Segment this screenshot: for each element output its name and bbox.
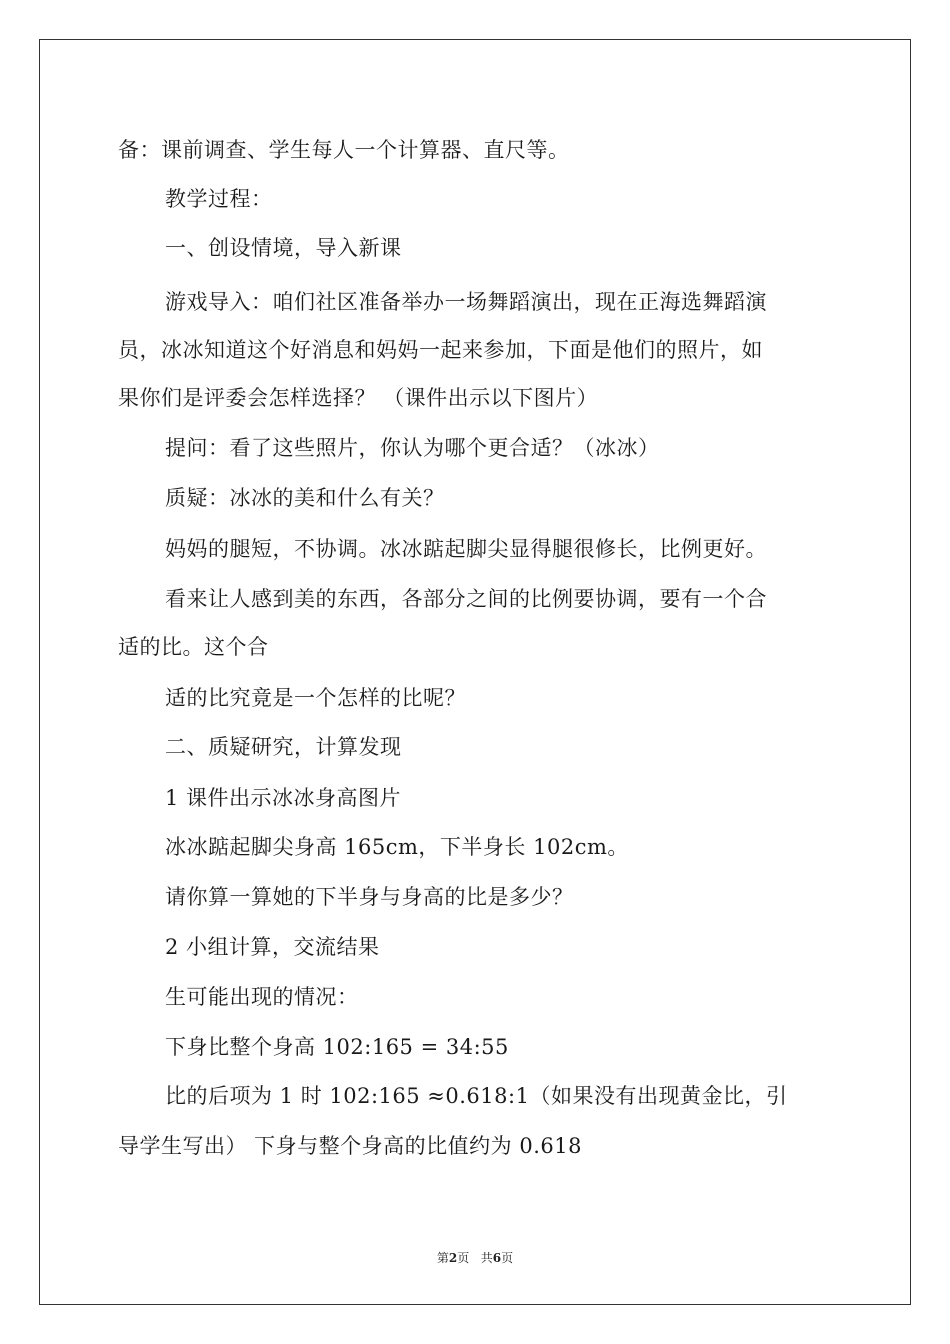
text-line: 提问：看了这些照片，你认为哪个更合适？（冰冰） bbox=[165, 436, 660, 460]
text-line: 二、质疑研究，计算发现 bbox=[165, 735, 402, 759]
page-footer bbox=[0, 1250, 950, 1266]
text-line: 游戏导入：咱们社区准备举办一场舞蹈演出，现在正海选舞蹈演 bbox=[165, 290, 767, 314]
text-line: 下身比整个身高 102:165 = 34:55 bbox=[165, 1035, 509, 1059]
footer-prefix: 第 bbox=[436, 1251, 449, 1265]
text-line: 冰冰踮起脚尖身高 165cm，下半身长 102cm。 bbox=[165, 835, 629, 859]
footer-total-pages: 6 bbox=[492, 1251, 502, 1265]
text-line: 教学过程： bbox=[165, 187, 273, 211]
text-line: 适的比究竟是一个怎样的比呢？ bbox=[165, 686, 466, 710]
text-line: 生可能出现的情况： bbox=[165, 985, 359, 1009]
text-line: 比的后项为 1 时 102:165 ≈0.618:1（如果没有出现黄金比，引 bbox=[165, 1084, 788, 1108]
text-line: 看来让人感到美的东西，各部分之间的比例要协调，要有一个合 bbox=[165, 587, 767, 611]
footer-page-number: 2 bbox=[448, 1251, 458, 1265]
text-line: 果你们是评委会怎样选择？ （课件出示以下图片） bbox=[118, 386, 599, 410]
text-line: 适的比。这个合 bbox=[118, 635, 269, 659]
text-line: 质疑：冰冰的美和什么有关？ bbox=[165, 486, 445, 510]
footer-middle: 页 共 bbox=[457, 1251, 493, 1265]
text-line: 2 小组计算，交流结果 bbox=[165, 935, 380, 959]
text-line: 导学生写出） 下身与整个身高的比值约为 0.618 bbox=[118, 1134, 582, 1158]
text-line: 1 课件出示冰冰身高图片 bbox=[165, 786, 402, 810]
text-line: 员，冰冰知道这个好消息和妈妈一起来参加，下面是他们的照片，如 bbox=[118, 338, 763, 362]
page-border bbox=[39, 39, 911, 1305]
text-line: 妈妈的腿短，不协调。冰冰踮起脚尖显得腿很修长，比例更好。 bbox=[165, 537, 767, 561]
text-line: 一、创设情境，导入新课 bbox=[165, 236, 402, 260]
footer-suffix: 页 bbox=[501, 1251, 514, 1265]
text-line: 请你算一算她的下半身与身高的比是多少？ bbox=[165, 885, 574, 909]
text-line: 备：课前调查、学生每人一个计算器、直尺等。 bbox=[118, 138, 570, 162]
